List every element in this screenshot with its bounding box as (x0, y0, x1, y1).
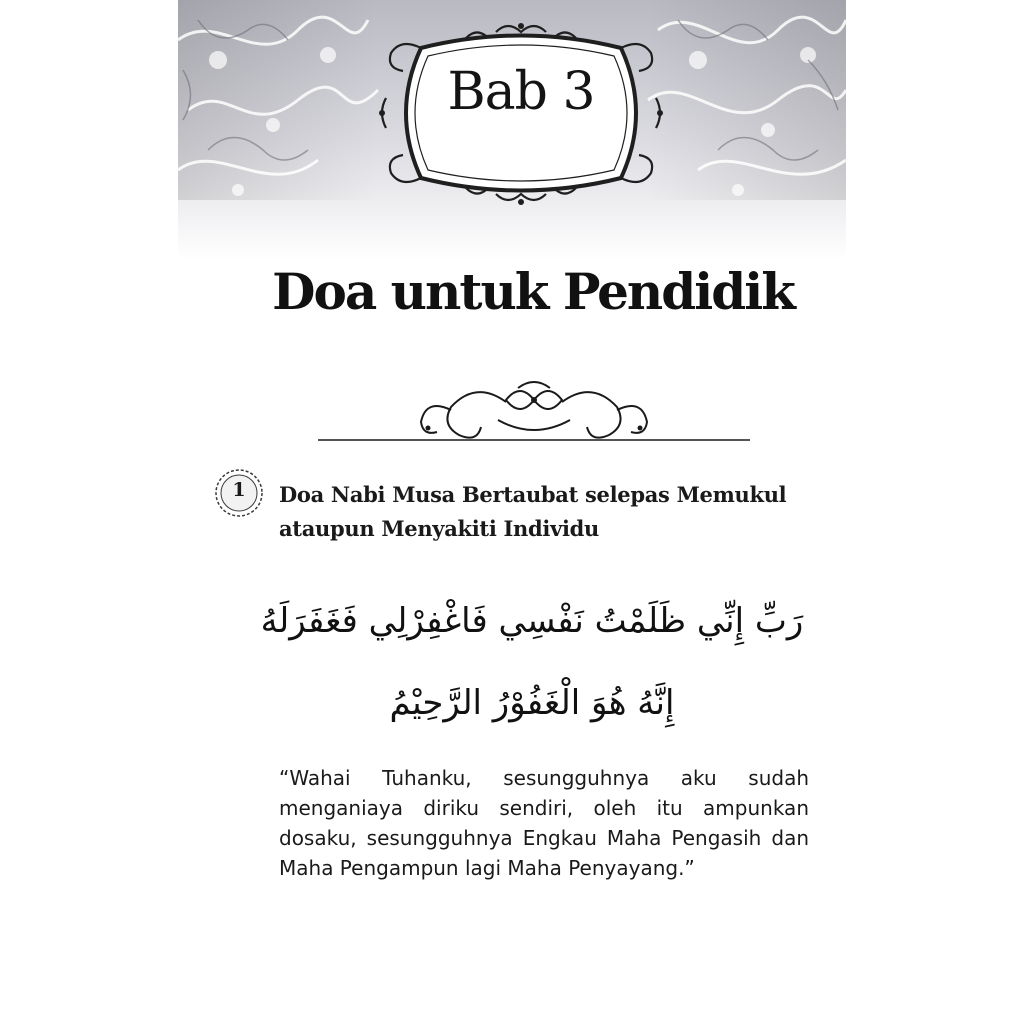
arabic-prayer-text: رَبِّ إِنِّي ظَلَمْتُ نَفْسِي فَاغْفِرْلِي فَغَفَرَلَهُ إِنَّهُ هُوَ الْغَفُوْرُ الرَّحِيْمُ (260, 601, 804, 723)
chapter-label: Bab 3 (447, 62, 595, 122)
book-page (178, 0, 846, 1024)
item-number: 1 (232, 479, 246, 501)
item-heading: Doa Nabi Musa Bertaubat selepas Memukul ataupun Menyakiti Individu (279, 482, 787, 541)
prayer-translation: “Wahai Tuhanku, sesungguhnya aku sudah menganiaya diriku sendiri, oleh itu ampunkan dosaku, sesungguhnya Engkau Maha Pengasih dan Maha Pengampun lagi Maha Penyayang.” (279, 766, 809, 880)
divider-ornament (318, 380, 750, 450)
page-title: Doa untuk Pendidik (272, 262, 794, 321)
